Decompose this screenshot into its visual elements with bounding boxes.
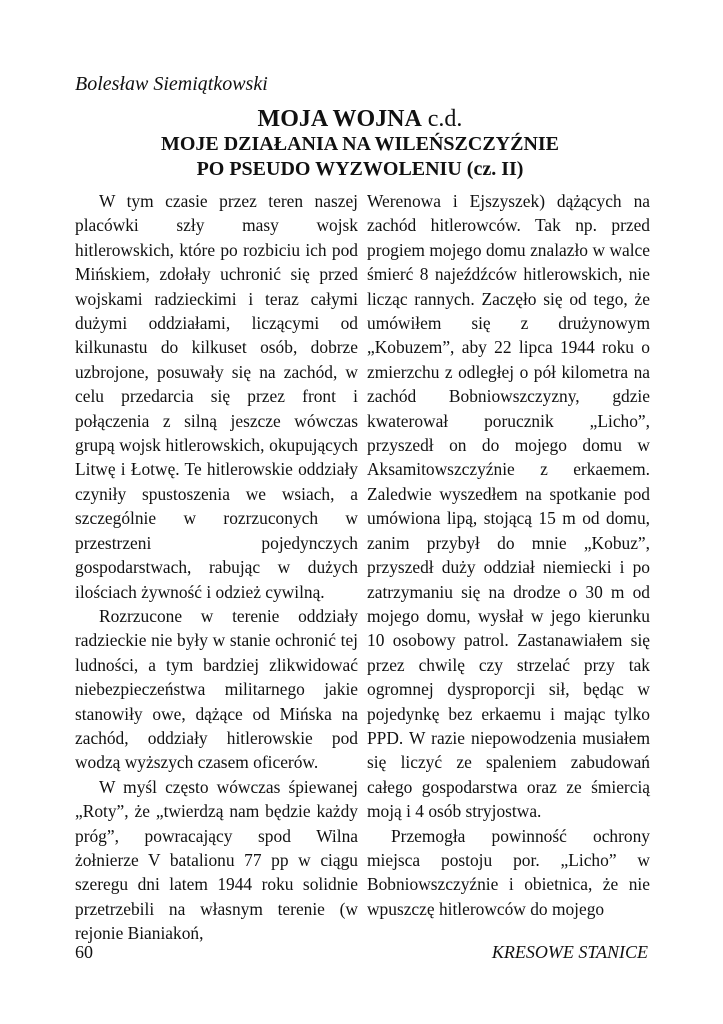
- article-title: [70, 107, 650, 132]
- paragraph: W tym czasie przez teren naszej placówki szły masy wojsk hitlerowskich, które po rozbiciu ich pod Mińskiem, zdołały uchronić się przed wojskami radzieckimi i teraz całymi dużymi oddziałami, liczącymi od kilkunastu do kilkuset osób, dobrze uzbrojone, posuwały się na zachód, w celu przedarcia się przez front i połączenia z silną jeszcze wówczas grupą wojsk hitlerowskich, okupujących Litwę i Łotwę. Te hitlerowskie oddziały czyniły spustoszenia we wsiach, a szczególnie w rozrzuconych w przestrzeni pojedynczych gospodarstwach, rabując w dużych ilościach żywność i odzież cywilną.: [75, 191, 358, 602]
- article-title-block: [70, 107, 650, 182]
- right-text-column: [367, 189, 650, 921]
- paragraph-continuation: Werenowa i Ejszyszek) dążących na zachód hitlerowców. Tak np. przed progiem mojego domu znalazło w walce śmierć 8 najeźdźców hitlerowskich, nie licząc rannych. Zaczęło się od tego, że umówiłem się z drużynowym „Kobuzem”, aby 22 lipca 1944 roku o zmierzchu z odległej o pół kilometra na zachód Bobniowszczyzny, gdzie kwaterował porucznik „Licho”, przyszedł on do mojego domu w Aksamitowszczyźnie z erkaemem. Zaledwie wyszedłem na spotkanie pod umówiona lipą, stojącą 15 m od domu, zanim przybył do mnie „Kobuz”, przyszedł duży oddział niemiecki i po zatrzymaniu się na drodze o 30 m od mojego domu, wysłał w jego kierunku 10 osobowy patrol. Zastanawiałem się przez chwilę czy strzelać przy tak ogromnej dysproporcji sił, będąc w pojedynkę bez erkaemu i mając tylko PPD. W razie niepowodzenia musiałem się liczyć ze spaleniem zabudowań całego gospodarstwa oraz ze śmiercią moją i 4 osób stryjostwa.: [367, 191, 650, 822]
- article-subtitle-line-2: PO PSEUDO WYZWOLENIU (cz. II): [196, 158, 524, 180]
- author-name: Bolesław Siemiątkowski: [75, 73, 268, 95]
- article-subtitle-line-1: MOJE DZIAŁANIA NA WILEŃSZCZYŹNIE: [160, 133, 560, 155]
- title-main-text: MOJA WOJNA: [257, 106, 422, 132]
- title-suffix: c.d.: [421, 106, 463, 132]
- page-number: 60: [75, 942, 93, 962]
- paragraph: W myśl często wówczas śpiewanej „Roty”, że „twierdzą nam będzie każdy próg”, powracający spod Wilna żołnierze V batalionu 77 pp w ciągu szeregu dni latem 1944 roku solidnie przetrzebili na własnym terenie (w rejonie Bianiakoń,: [75, 776, 358, 944]
- paragraph: Rozrzucone w terenie oddziały radzieckie nie były w stanie ochronić tej ludności, a tym bardziej zlikwidować niebezpieczeństwa militarnego jakie stanowiły owe, dążące od Mińska na zachód, oddziały hitlerowskie pod wodzą wyższych czasem oficerów.: [75, 605, 358, 773]
- paragraph: Przemogła powinność ochrony miejsca postoju por. „Licho” w Bobniowszczyźnie i obietnica, że nie wpuszczę hitlerowców do mojego: [367, 825, 650, 919]
- publication-name: KRESOWE STANICE: [491, 942, 648, 962]
- left-text-column: [75, 189, 358, 946]
